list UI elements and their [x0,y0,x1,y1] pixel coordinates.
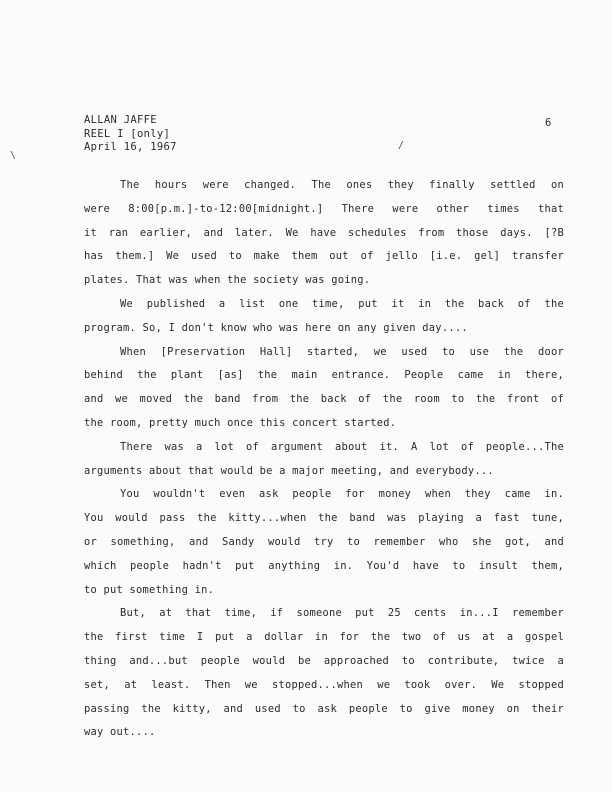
transcript-line: the first time I put a dollar in for the two of us at a gospel [84,631,564,644]
transcript-line: You would pass the kitty...when the band was playing a fast tune, [84,512,564,525]
transcript-paragraph [84,293,564,341]
transcript-line: plates. That was when the society was going. [84,274,371,287]
transcript-paragraph [84,341,564,436]
transcript-line: You wouldn't even ask people for money when they came in. [120,488,564,501]
transcript-line: There was a lot of argument about it. A lot of people...The [120,440,564,453]
transcript-line: and we moved the band from the back of the room to the front of [84,393,564,406]
transcript-line: set, at least. Then we stopped...when we took over. We stopped [84,678,564,691]
transcript-paragraph [84,436,564,484]
transcript-line: passing the kitty, and used to ask people to give money on their [84,702,564,715]
transcript-paragraph [84,483,564,602]
transcript-line: to put something in. [84,583,215,596]
transcript-line: which people hadn't put anything in. You'd have to insult them, [84,559,564,572]
document-header [84,114,177,155]
transcript-line: When [Preservation Hall] started, we used to use the door [120,345,564,358]
transcript-line: the room, pretty much once this concert started. [84,416,397,429]
transcript-body [84,174,564,745]
interview-date: April 16, 1967 [84,141,177,153]
transcript-paragraph [84,174,564,293]
transcript-line: arguments about that would be a major meeting, and everybody... [84,464,494,477]
transcript-paragraph [84,602,564,745]
transcript-line: behind the plant [as] the main entrance. People came in there, [84,369,564,382]
transcript-line: way out.... [84,726,156,739]
transcript-line: The hours were changed. The ones they finally settled on [120,179,564,191]
transcript-line: it ran earlier, and later. We have schedules from those days. [?B [84,226,564,239]
reel-label: REEL I [only] [84,127,171,140]
transcript-line: were 8:00[p.m.]-to-12:00[midnight.] There were other times that [84,202,564,215]
transcript-line: program. So, I don't know who was here on any given day.... [84,321,468,334]
transcript-line: has them.] We used to make them out of jello [i.e. gel] transfer [84,250,564,263]
page-number: 6 [545,117,552,129]
scan-mark: / [398,140,405,151]
transcript-line: or something, and Sandy would try to remember who she got, and [84,535,564,548]
scan-mark: \ [10,150,17,161]
transcript-line: We published a list one time, put it in the back of the [120,297,564,310]
interviewee-name: ALLAN JAFFE [84,114,157,126]
transcript-line: thing and...but people would be approached to contribute, twice a [84,654,564,667]
transcript-line: But, at that time, if someone put 25 cents in...I remember [120,607,564,620]
